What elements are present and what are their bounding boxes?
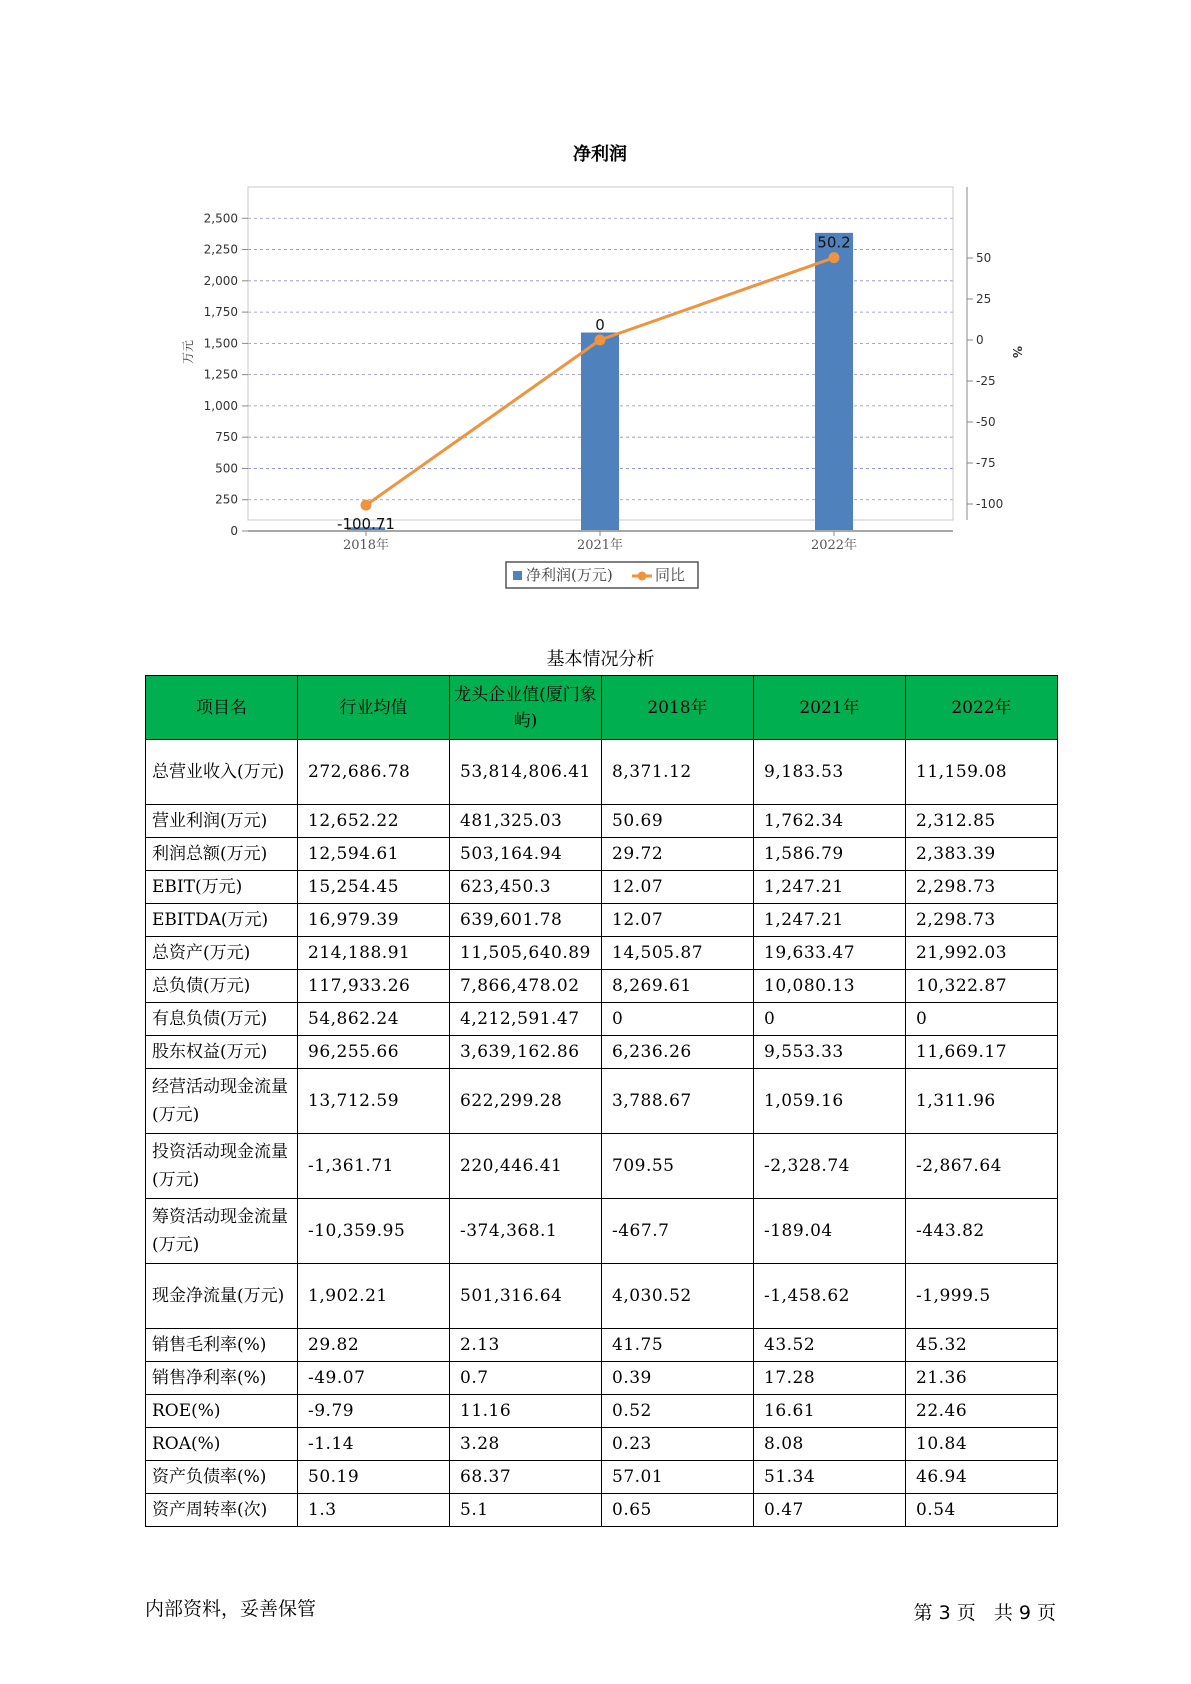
value-cell: -374,368.1 <box>450 1199 602 1264</box>
table-header-row <box>146 676 1058 740</box>
footer-confidential-note: 内部资料，妥善保管 <box>145 1598 317 1620</box>
value-cell: 709.55 <box>602 1134 754 1199</box>
left-tick-label: 750 <box>215 430 238 445</box>
value-cell: 2.13 <box>450 1329 602 1362</box>
header-cell: 行业均值 <box>298 676 450 740</box>
value-cell: 1,902.21 <box>298 1264 450 1329</box>
value-cell: -189.04 <box>754 1199 906 1264</box>
value-cell: 8,371.12 <box>602 740 754 805</box>
value-cell: 9,183.53 <box>754 740 906 805</box>
value-cell: 11.16 <box>450 1395 602 1428</box>
yoy-point <box>361 500 372 511</box>
value-cell: 0.47 <box>754 1494 906 1527</box>
value-cell: 117,933.26 <box>298 970 450 1003</box>
value-cell: 9,553.33 <box>754 1036 906 1069</box>
table-row <box>146 1494 1058 1527</box>
table-row <box>146 1461 1058 1494</box>
value-cell: 22.46 <box>906 1395 1058 1428</box>
value-cell: -2,328.74 <box>754 1134 906 1199</box>
value-cell: 19,633.47 <box>754 937 906 970</box>
value-cell: 96,255.66 <box>298 1036 450 1069</box>
table-row <box>146 1069 1058 1134</box>
x-tick-label: 2022年 <box>810 538 858 553</box>
right-tick-label: 25 <box>976 292 992 306</box>
row-label-cell: 销售毛利率(%) <box>146 1329 298 1362</box>
value-cell: 7,866,478.02 <box>450 970 602 1003</box>
right-tick-label: -100 <box>976 497 1004 511</box>
table-row <box>146 1199 1058 1264</box>
value-cell: 1,059.16 <box>754 1069 906 1134</box>
value-cell: 12,594.61 <box>298 838 450 871</box>
value-cell: 21,992.03 <box>906 937 1058 970</box>
table-row <box>146 1329 1058 1362</box>
table-title: 基本情况分析 <box>546 649 655 670</box>
left-tick-label: 0 <box>230 524 238 538</box>
row-label-cell: 现金净流量(万元) <box>146 1264 298 1329</box>
value-cell: 0.23 <box>602 1428 754 1461</box>
right-tick-label: -75 <box>976 456 996 470</box>
row-label-cell: ROA(%) <box>146 1428 298 1461</box>
value-cell: 41.75 <box>602 1329 754 1362</box>
left-tick-label: 250 <box>215 492 238 507</box>
table-row <box>146 871 1058 904</box>
row-label-cell: 利润总额(万元) <box>146 838 298 871</box>
value-cell: 1,247.21 <box>754 904 906 937</box>
value-cell: 29.72 <box>602 838 754 871</box>
bar <box>815 233 853 530</box>
table-row <box>146 1362 1058 1395</box>
left-axis-ticks <box>204 211 248 538</box>
x-tick-label: 2021年 <box>576 538 624 553</box>
left-tick-label: 2,250 <box>203 242 238 257</box>
value-cell: 1,762.34 <box>754 805 906 838</box>
value-cell: 4,212,591.47 <box>450 1003 602 1036</box>
value-cell: 45.32 <box>906 1329 1058 1362</box>
table-row <box>146 970 1058 1003</box>
header-cell: 2021年 <box>754 676 906 740</box>
row-label-cell: 销售净利率(%) <box>146 1362 298 1395</box>
value-cell: 17.28 <box>754 1362 906 1395</box>
value-cell: 0.54 <box>906 1494 1058 1527</box>
value-cell: 481,325.03 <box>450 805 602 838</box>
value-cell: 8,269.61 <box>602 970 754 1003</box>
value-cell: 2,312.85 <box>906 805 1058 838</box>
value-cell: 1,586.79 <box>754 838 906 871</box>
yoy-data-label: -100.71 <box>337 515 395 534</box>
row-label-cell: 筹资活动现金流量(万元) <box>146 1199 298 1264</box>
value-cell: 12,652.22 <box>298 805 450 838</box>
value-cell: 11,669.17 <box>906 1036 1058 1069</box>
table-row <box>146 1395 1058 1428</box>
legend-line-marker <box>638 572 647 581</box>
value-cell: 53,814,806.41 <box>450 740 602 805</box>
header-cell: 2018年 <box>602 676 754 740</box>
value-cell: 11,159.08 <box>906 740 1058 805</box>
legend-line-label: 同比 <box>655 566 686 584</box>
left-tick-label: 1,750 <box>203 305 238 320</box>
yoy-data-label: 50.2 <box>817 233 851 252</box>
value-cell: 0 <box>754 1003 906 1036</box>
value-cell: 2,298.73 <box>906 871 1058 904</box>
value-cell: -9.79 <box>298 1395 450 1428</box>
value-cell: -467.7 <box>602 1199 754 1264</box>
legend-bar-swatch <box>513 571 522 580</box>
value-cell: -2,867.64 <box>906 1134 1058 1199</box>
yoy-point <box>829 252 840 263</box>
table-row <box>146 904 1058 937</box>
value-cell: 1.3 <box>298 1494 450 1527</box>
value-cell: 15,254.45 <box>298 871 450 904</box>
left-tick-label: 1,250 <box>203 367 238 382</box>
value-cell: 10,322.87 <box>906 970 1058 1003</box>
value-cell: 622,299.28 <box>450 1069 602 1134</box>
value-cell: 11,505,640.89 <box>450 937 602 970</box>
right-tick-label: 0 <box>976 333 984 347</box>
value-cell: 12.07 <box>602 871 754 904</box>
row-label-cell: 营业利润(万元) <box>146 805 298 838</box>
row-label-cell: 股东权益(万元) <box>146 1036 298 1069</box>
value-cell: -443.82 <box>906 1199 1058 1264</box>
legend <box>506 562 698 588</box>
table-row <box>146 937 1058 970</box>
value-cell: -1,458.62 <box>754 1264 906 1329</box>
value-cell: 50.19 <box>298 1461 450 1494</box>
value-cell: 3.28 <box>450 1428 602 1461</box>
value-cell: 214,188.91 <box>298 937 450 970</box>
value-cell: 0 <box>602 1003 754 1036</box>
value-cell: 8.08 <box>754 1428 906 1461</box>
value-cell: 51.34 <box>754 1461 906 1494</box>
value-cell: 12.07 <box>602 904 754 937</box>
legend-bar-label: 净利润(万元) <box>526 566 613 584</box>
value-cell: 16,979.39 <box>298 904 450 937</box>
row-label-cell: 总营业收入(万元) <box>146 740 298 805</box>
left-tick-label: 500 <box>215 461 238 476</box>
row-label-cell: 有息负债(万元) <box>146 1003 298 1036</box>
value-cell: 0.7 <box>450 1362 602 1395</box>
value-cell: -1.14 <box>298 1428 450 1461</box>
value-cell: 54,862.24 <box>298 1003 450 1036</box>
row-label-cell: 总资产(万元) <box>146 937 298 970</box>
value-cell: 0 <box>906 1003 1058 1036</box>
chart-title: 净利润 <box>573 144 627 165</box>
row-label-cell: EBIT(万元) <box>146 871 298 904</box>
table-row <box>146 740 1058 805</box>
x-tick-label: 2018年 <box>342 538 390 553</box>
value-cell: -10,359.95 <box>298 1199 450 1264</box>
row-label-cell: 投资活动现金流量(万元) <box>146 1134 298 1199</box>
value-cell: -1,999.5 <box>906 1264 1058 1329</box>
value-cell: 0.65 <box>602 1494 754 1527</box>
left-tick-label: 2,500 <box>203 211 238 226</box>
value-cell: 2,383.39 <box>906 838 1058 871</box>
right-axis-ticks <box>967 187 1003 520</box>
left-tick-label: 1,500 <box>203 336 238 351</box>
value-cell: 220,446.41 <box>450 1134 602 1199</box>
table-row <box>146 805 1058 838</box>
right-tick-label: -50 <box>976 415 996 429</box>
row-label-cell: 资产负债率(%) <box>146 1461 298 1494</box>
value-cell: 5.1 <box>450 1494 602 1527</box>
value-cell: 43.52 <box>754 1329 906 1362</box>
row-label-cell: 总负债(万元) <box>146 970 298 1003</box>
value-cell: 14,505.87 <box>602 937 754 970</box>
table-row <box>146 1003 1058 1036</box>
left-tick-label: 1,000 <box>203 398 238 413</box>
value-cell: 50.69 <box>602 805 754 838</box>
table-row <box>146 1036 1058 1069</box>
value-cell: 10.84 <box>906 1428 1058 1461</box>
value-cell: 29.82 <box>298 1329 450 1362</box>
value-cell: 639,601.78 <box>450 904 602 937</box>
value-cell: -1,361.71 <box>298 1134 450 1199</box>
x-axis-labels <box>343 531 857 553</box>
value-cell: 21.36 <box>906 1362 1058 1395</box>
value-cell: 3,788.67 <box>602 1069 754 1134</box>
header-cell: 2022年 <box>906 676 1058 740</box>
value-cell: 623,450.3 <box>450 871 602 904</box>
row-label-cell: 经营活动现金流量(万元) <box>146 1069 298 1134</box>
value-cell: 4,030.52 <box>602 1264 754 1329</box>
value-cell: 16.61 <box>754 1395 906 1428</box>
table-row <box>146 838 1058 871</box>
table-body <box>146 740 1058 1527</box>
right-axis-label: % <box>1010 345 1024 359</box>
value-cell: 1,311.96 <box>906 1069 1058 1134</box>
value-cell: 3,639,162.86 <box>450 1036 602 1069</box>
bar <box>581 333 619 530</box>
value-cell: 57.01 <box>602 1461 754 1494</box>
value-cell: 68.37 <box>450 1461 602 1494</box>
yoy-point <box>595 335 606 346</box>
right-tick-label: 50 <box>976 251 992 265</box>
net-profit-chart <box>0 0 1191 600</box>
right-tick-label: -25 <box>976 374 996 388</box>
value-cell: 2,298.73 <box>906 904 1058 937</box>
left-tick-label: 2,000 <box>203 273 238 288</box>
value-cell: 501,316.64 <box>450 1264 602 1329</box>
left-axis-label: 万元 <box>181 339 195 365</box>
header-cell: 项目名 <box>146 676 298 740</box>
value-cell: 6,236.26 <box>602 1036 754 1069</box>
header-cell: 龙头企业值(厦门象屿) <box>450 676 602 740</box>
value-cell: 0.39 <box>602 1362 754 1395</box>
row-label-cell: 资产周转率(次) <box>146 1494 298 1527</box>
table-row <box>146 1134 1058 1199</box>
value-cell: 0.52 <box>602 1395 754 1428</box>
footer-page-number: 第 3 页 共 9 页 <box>913 1602 1056 1624</box>
row-label-cell: ROE(%) <box>146 1395 298 1428</box>
value-cell: 10,080.13 <box>754 970 906 1003</box>
value-cell: 46.94 <box>906 1461 1058 1494</box>
table-row <box>146 1428 1058 1461</box>
value-cell: 272,686.78 <box>298 740 450 805</box>
value-cell: 503,164.94 <box>450 838 602 871</box>
basic-analysis-table <box>145 675 1058 1527</box>
yoy-data-label: 0 <box>595 316 605 334</box>
table-row <box>146 1264 1058 1329</box>
row-label-cell: EBITDA(万元) <box>146 904 298 937</box>
value-cell: 13,712.59 <box>298 1069 450 1134</box>
value-cell: -49.07 <box>298 1362 450 1395</box>
value-cell: 1,247.21 <box>754 871 906 904</box>
